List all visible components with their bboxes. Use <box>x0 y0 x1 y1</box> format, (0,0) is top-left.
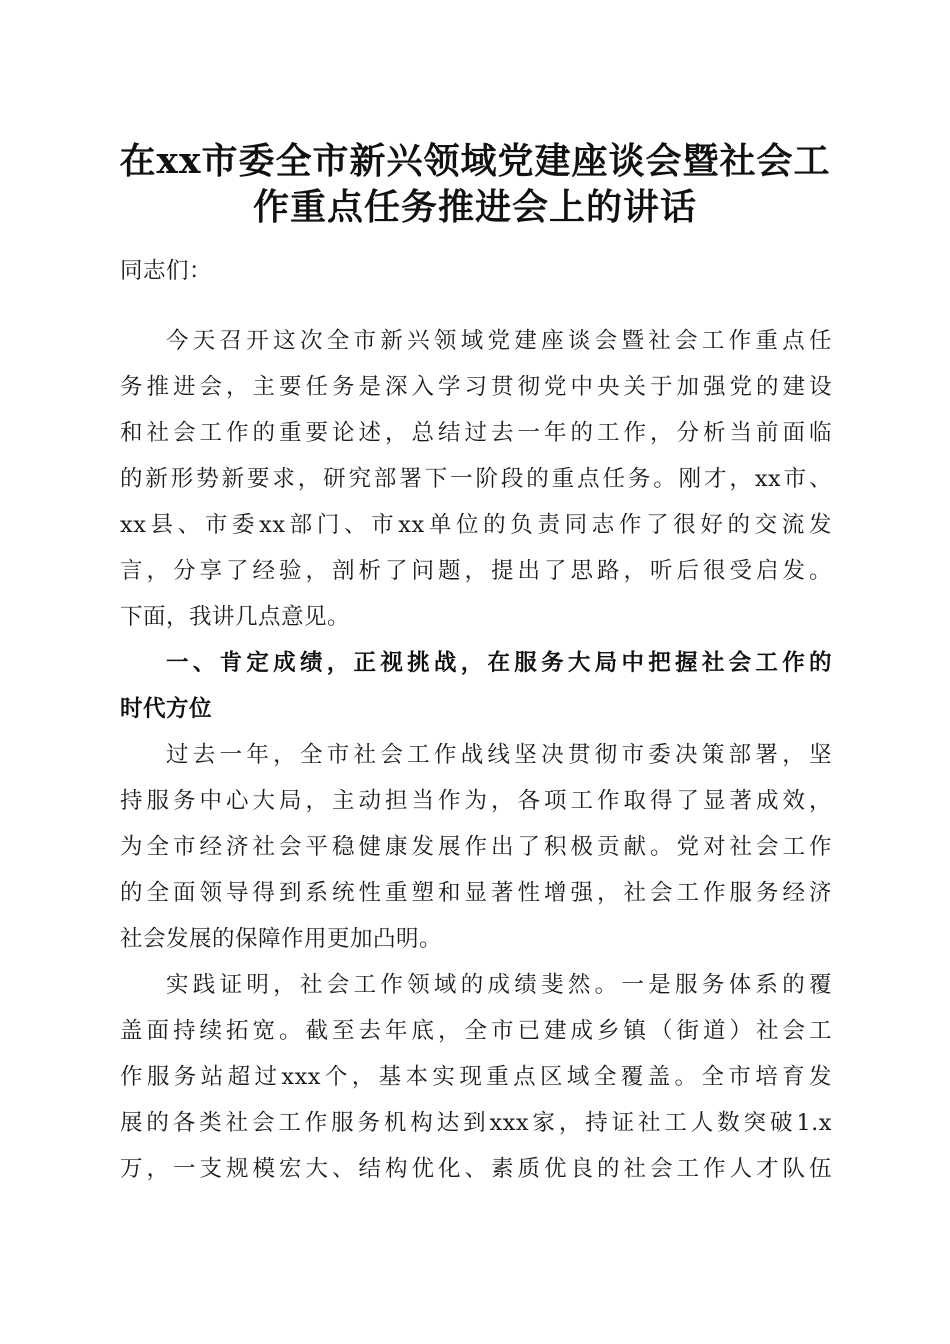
paragraph-3-line: 万，一支规模宏大、结构优化、素质优良的社会工作人才队伍 <box>120 1156 832 1182</box>
paragraph-2-line: 的全面领导得到系统性重塑和显著性增强，社会工作服务经济 <box>120 880 832 906</box>
paragraph-3-line: 展的各类社会工作服务机构达到xxx家，持证社工人数突破1.x <box>120 1110 832 1136</box>
paragraph-3-line: 实践证明，社会工作领域的成绩斐然。一是服务体系的覆 <box>166 972 832 998</box>
paragraph-1-line: 务推进会，主要任务是深入学习贯彻党中央关于加强党的建设 <box>120 374 832 400</box>
paragraph-1-line: 和社会工作的重要论述，总结过去一年的工作，分析当前面临 <box>120 420 832 446</box>
paragraph-1-line: xx县、市委xx部门、市xx单位的负责同志作了很好的交流发 <box>120 512 832 538</box>
paragraph-2-line: 过去一年，全市社会工作战线坚决贯彻市委决策部署，坚 <box>166 742 832 768</box>
paragraph-1-line: 的新形势新要求，研究部署下一阶段的重点任务。刚才，xx市、 <box>120 466 832 492</box>
section-heading-line: 一、肯定成绩，正视挑战，在服务大局中把握社会工作的 <box>166 650 832 676</box>
paragraph-1-line: 下面，我讲几点意见。 <box>120 604 351 630</box>
paragraph-3-line: 盖面持续拓宽。截至去年底，全市已建成乡镇（街道）社会工 <box>120 1018 832 1044</box>
section-heading-line: 时代方位 <box>120 696 213 722</box>
document-title-line-1: 在xx市委全市新兴领域党建座谈会暨社会工 <box>119 140 831 182</box>
paragraph-1-line: 今天召开这次全市新兴领域党建座谈会暨社会工作重点任 <box>166 328 832 354</box>
paragraph-2-line: 持服务中心大局，主动担当作为，各项工作取得了显著成效， <box>120 788 832 814</box>
paragraph-3-line: 作服务站超过xxx个，基本实现重点区域全覆盖。全市培育发 <box>120 1064 832 1090</box>
paragraph-2-line: 社会发展的保障作用更加凸明。 <box>120 926 443 952</box>
paragraph-1-line: 言，分享了经验，剖析了问题，提出了思路，听后很受启发。 <box>120 558 832 584</box>
salutation: 同志们： <box>120 258 213 284</box>
document-title-line-2: 作重点任务推进会上的讲话 <box>252 186 697 228</box>
paragraph-2-line: 为全市经济社会平稳健康发展作出了积极贡献。党对社会工作 <box>120 834 832 860</box>
